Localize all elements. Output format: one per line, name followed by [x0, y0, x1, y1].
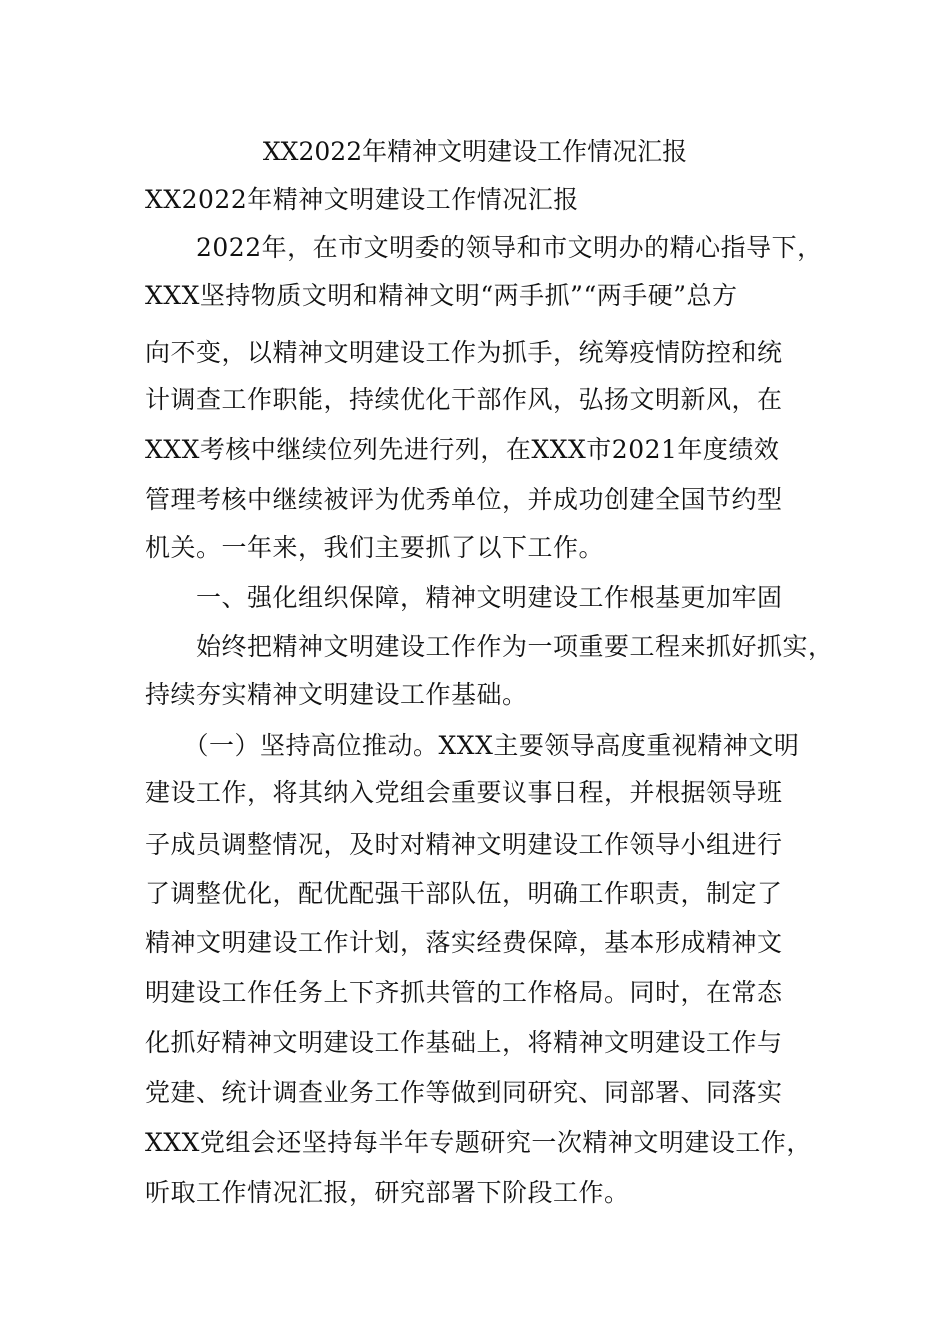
text-line: 始终把精神文明建设工作作为一项重要工程来抓好抓实， — [145, 632, 834, 661]
section-heading: 一、强化组织保障，精神文明建设工作根基更加牢固 — [145, 583, 783, 612]
text-line: 机关。一年来，我们主要抓了以下工作。 — [145, 533, 605, 562]
text-line: 精神文明建设工作计划，落实经费保障，基本形成精神文 — [145, 928, 783, 957]
text-line: 持续夯实精神文明建设工作基础。 — [145, 680, 528, 709]
text-line: XX2022年精神文明建设工作情况汇报 — [145, 185, 579, 214]
subsection-line: （一）坚持高位推动。XXX主要领导高度重视精神文明 — [145, 731, 800, 760]
text-line: 化抓好精神文明建设工作基础上，将精神文明建设工作与 — [145, 1028, 783, 1057]
text-line: 2022年，在市文明委的领导和市文明办的精心指导下， — [145, 233, 823, 262]
text-line: 向不变，以精神文明建设工作为抓手，统筹疫情防控和统 — [145, 338, 783, 367]
text-line: 计调查工作职能，持续优化干部作风，弘扬文明新风，在 — [145, 385, 783, 414]
text-line: XXX考核中继续位列先进行列，在XXX市2021年度绩效 — [145, 435, 780, 464]
text-line: 了调整优化，配优配强干部队伍，明确工作职责，制定了 — [145, 879, 783, 908]
text-line: XXX党组会还坚持每半年专题研究一次精神文明建设工作， — [145, 1128, 812, 1157]
text-line: 子成员调整情况，及时对精神文明建设工作领导小组进行 — [145, 830, 783, 859]
text-line: XXX坚持物质文明和精神文明“两手抓”“两手硬”总方 — [145, 281, 738, 310]
document-title: XX2022年精神文明建设工作情况汇报 — [262, 137, 688, 166]
text-line: 党建、统计调查业务工作等做到同研究、同部署、同落实 — [145, 1078, 783, 1107]
text-line: 听取工作情况汇报，研究部署下阶段工作。 — [145, 1178, 630, 1207]
text-line: 管理考核中继续被评为优秀单位，并成功创建全国节约型 — [145, 485, 783, 514]
text-line: 建设工作，将其纳入党组会重要议事日程，并根据领导班 — [145, 778, 783, 807]
text-line: 明建设工作任务上下齐抓共管的工作格局。同时，在常态 — [145, 978, 783, 1007]
